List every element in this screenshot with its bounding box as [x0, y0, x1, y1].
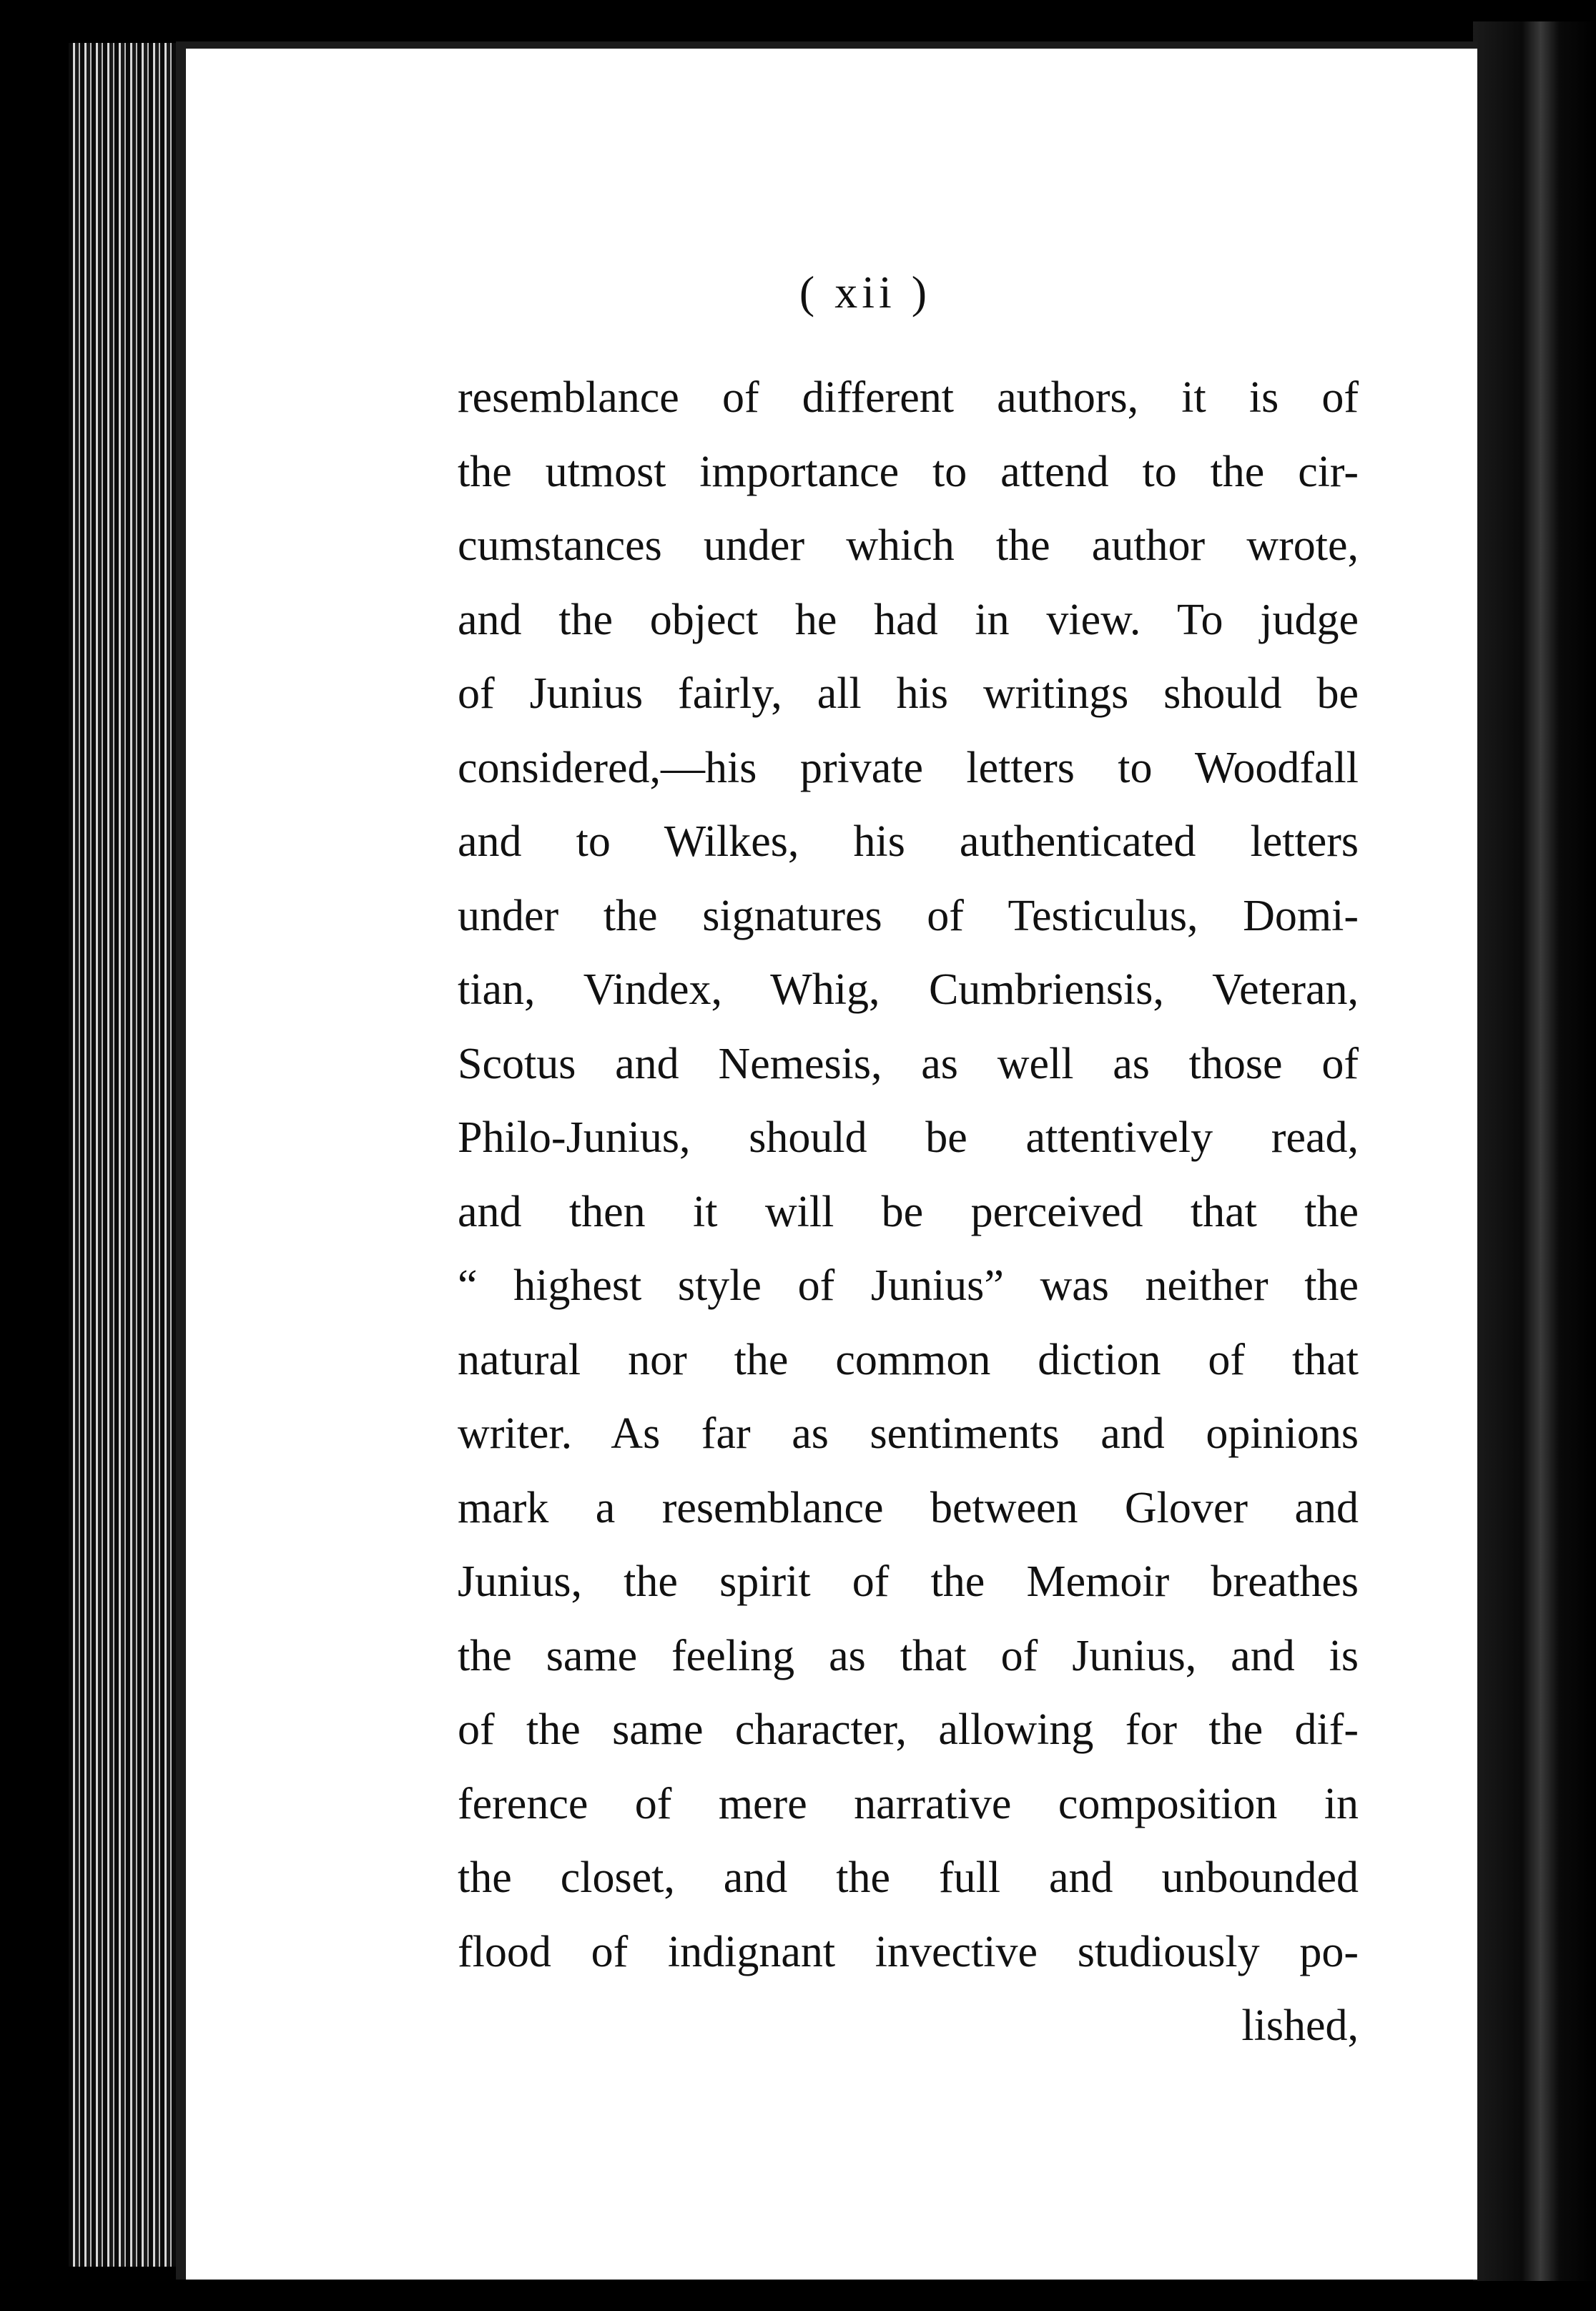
book-fore-edge [69, 43, 183, 2267]
text-line: Philo-Junius, should be attentively read, [458, 1113, 1359, 1162]
text-line: “ highest style of Junius” was neither the [458, 1261, 1359, 1310]
book-gutter-shadow [1473, 21, 1596, 2281]
text-line: under the signatures of Testiculus, Domi- [458, 891, 1359, 940]
text-line: flood of indignant invective studiously po- [458, 1927, 1359, 1976]
text-line: and the object he had in view. To judge [458, 595, 1359, 644]
text-line: writer. As far as sentiments and opinions [458, 1409, 1359, 1458]
text-line: cumstances under which the author wrote, [458, 521, 1359, 570]
page-number: ( xii ) [799, 267, 932, 317]
text-line: natural nor the common diction of that [458, 1335, 1359, 1384]
text-line: the utmost importance to attend to the cir- [458, 447, 1359, 496]
text-line: resemblance of different authors, it is of [458, 373, 1359, 422]
text-line: mark a resemblance between Glover and [458, 1483, 1359, 1532]
text-line: Scotus and Nemesis, as well as those of [458, 1039, 1359, 1088]
catchword: lished, [1241, 2001, 1359, 2050]
text-line: and then it will be perceived that the [458, 1187, 1359, 1236]
body-text [458, 361, 1359, 2064]
text-line: of the same character, allowing for the dif- [458, 1705, 1359, 1754]
text-line: the same feeling as that of Junius, and is [458, 1631, 1359, 1680]
text-line: Junius, the spirit of the Memoir breathes [458, 1557, 1359, 1606]
text-line: and to Wilkes, his authenticated letters [458, 817, 1359, 866]
text-line: considered,—his private letters to Woodfall [458, 743, 1359, 792]
text-line: ference of mere narrative composition in [458, 1779, 1359, 1828]
text-line: the closet, and the full and unbounded [458, 1853, 1359, 1902]
text-line: of Junius fairly, all his writings should be [458, 669, 1359, 718]
text-line: tian, Vindex, Whig, Cumbriensis, Veteran, [458, 965, 1359, 1014]
